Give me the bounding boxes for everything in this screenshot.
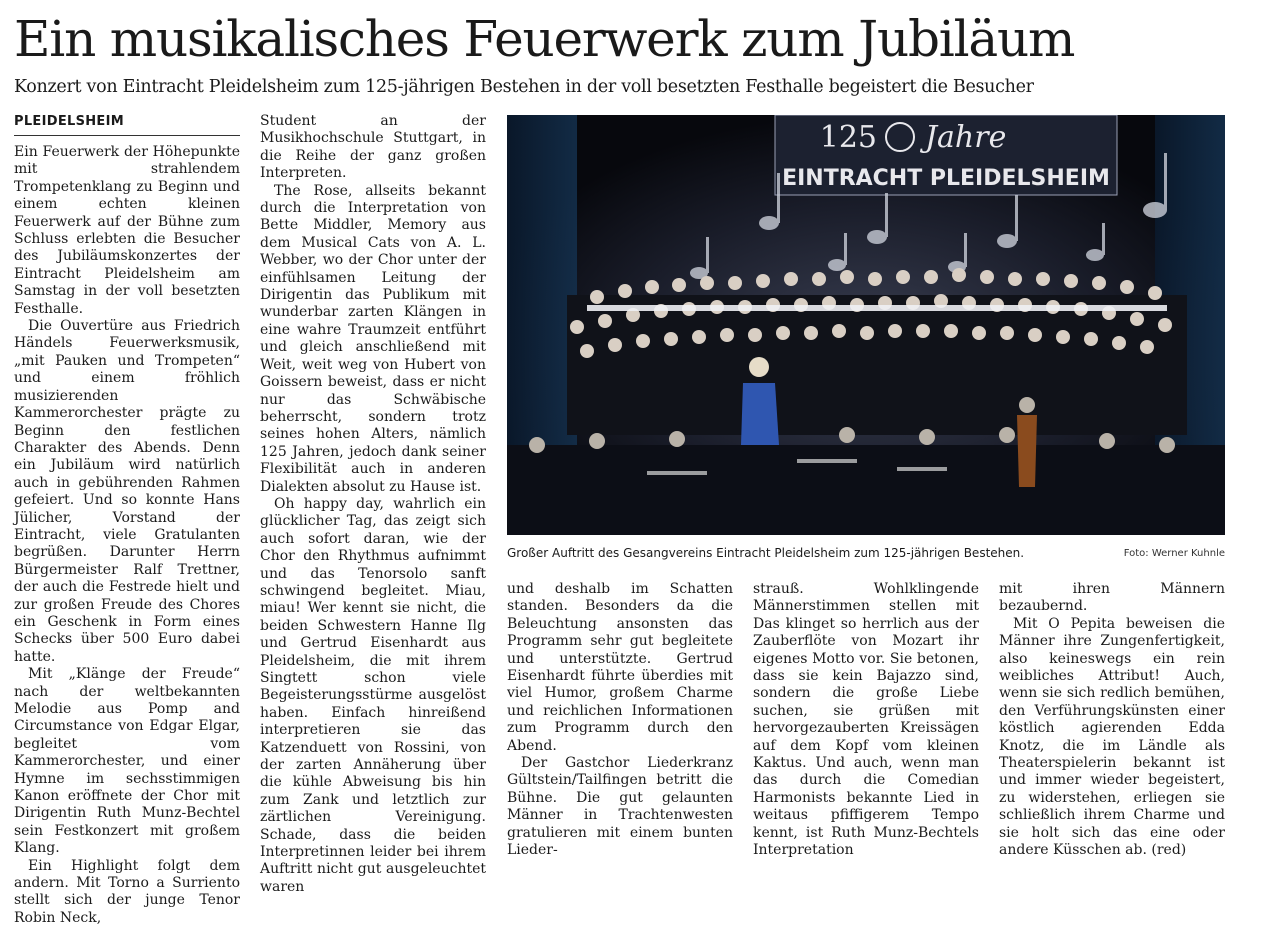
paragraph: Student an der Musikhochschule Stuttgart, in die Reihe der ganz großen Interpreten. xyxy=(260,113,486,182)
headline: Ein musikalisches Feuerwerk zum Jubiläum xyxy=(14,10,1075,68)
paragraph: Oh happy day, wahrlich ein glücklicher Tag, das zeigt sich auch sofort daran, wie der Chor den Rhythmus aufnimmt und das Tenorsolo sanft schwingend begleitet. Miau, miau! Wer kennt sie nicht, die beiden Schwestern Hanne Ilg und Gertrud Eisenhardt aus Pleidelsheim, die mit ihrem Singtett schon viele Begeisterungsstürme ausgelöst haben. Einfach hinreißend interpretieren sie das Katzenduett von Rossini, von der zarten Annäherung über die kühle Abweisung bis hin zum Zank und letztlich zur zärtlichen Vereinigung. Schade, dass die beiden Interpretinnen leider bei ihrem Auftritt nicht gut ausgeleuchtet waren xyxy=(260,495,486,895)
subheadline: Konzert von Eintracht Pleidelsheim zum 125-jährigen Bestehen in der voll besetzten Festhalle begeistert die Besucher xyxy=(14,77,1034,97)
paragraph: Mit O Pepita beweisen die Männer ihre Zungenfertigkeit, also keineswegs ein rein weibliches Attribut! Auch, wenn sie sich redlich bemühen, den Verführungskünsten einer köstlich agierenden Edda Knotz, die im Ländle als Theaterspielerin bekannt ist und immer wieder begeistert, zu widerstehen, erliegen sie schließlich ihrem Charme und sie holt sich das eine oder andere Küsschen ab. (red) xyxy=(999,615,1225,859)
article-column-1 xyxy=(14,112,240,927)
article-column-5 xyxy=(999,581,1225,860)
photo-credit: Foto: Werner Kuhnle xyxy=(1123,548,1225,559)
article-column-4 xyxy=(753,581,979,860)
paragraph: The Rose, allseits bekannt durch die Interpretation von Bette Middler, Memory aus dem Musical Cats von A. L. Webber, wo der Chor unter der einfühlsamen Leitung der Dirigentin das Publikum mit wunderbar zarten Klängen in eine wahre Traumzeit entführt und gleich anschließend mit Weit, weit weg von Hubert von Goissern beweist, dass er nicht nur das Schwäbische beherrscht, sondern trotz seines hohen Alters, nämlich 125 Jahren, jedoch dank seiner Flexibilität auch in anderen Dialekten absolut zu Hause ist. xyxy=(260,182,486,495)
concert-photo-illustration xyxy=(507,115,1225,535)
banner-text-jahre: Jahre xyxy=(925,120,1007,155)
banner-text-name: EINTRACHT PLEIDELSHEIM xyxy=(782,166,1110,191)
paragraph: mit ihren Männern bezaubernd. xyxy=(999,581,1225,615)
photo-caption: Großer Auftritt des Gesangvereins Eintracht Pleidelsheim zum 125-jährigen Bestehen. xyxy=(507,546,1025,560)
dateline: PLEIDELSHEIM xyxy=(14,112,240,136)
article-column-2 xyxy=(260,113,486,896)
paragraph: Die Ouvertüre aus Friedrich Händels Feuerwerksmusik, „mit Pauken und Trompeten“ und einem fröhlich musizierenden Kammerorchester prägte zu Beginn den festlichen Charakter des Abends. Denn ein Jubiläum wird natürlich auch in gebührenden Rahmen gefeiert. Und so konnte Hans Jülicher, Vorstand der Eintracht, viele Gratulanten begrüßen. Darunter Herrn Bürgermeister Ralf Trettner, der auch die Festrede hielt und zur großen Freude des Chores ein Geschenk in Form eines Schecks über 500 Euro dabei hatte. xyxy=(14,318,240,665)
paragraph: und deshalb im Schatten standen. Besonders da die Beleuchtung ansonsten das Programm sehr gut begleitete und unterstützte. Gertrud Eisenhardt führte überdies mit viel Humor, großem Charme und reichlichen Informationen zum Programm durch den Abend. xyxy=(507,581,733,754)
paragraph: strauß. Wohlklingende Männerstimmen stellen mit Das klinget so herrlich aus der Zauberflöte von Mozart ihr eigenes Motto vor. Sie betonen, dass sie kein Bajazzo sind, sondern die große Liebe suchen, sie grüßen mit hervorgezauberten Kreissägen auf dem Kopf vom kleinen Kaktus. Und auch, wenn man das durch die Comedian Harmonists bekannte Lied in weitaus pfiffigerem Tempo kennt, ist Ruth Munz-Bechtels Interpretation xyxy=(753,581,979,859)
concert-photo xyxy=(507,115,1225,535)
paragraph: Der Gastchor Liederkranz Gültstein/Tailfingen betritt die Bühne. Die gut gelaunten Männer in Trachtenwesten gratulieren mit einem bunten Lieder- xyxy=(507,755,733,859)
paragraph: Ein Highlight folgt dem andern. Mit Torno a Surriento stellt sich der junge Tenor Robin Neck, xyxy=(14,857,240,926)
paragraph: Ein Feuerwerk der Höhepunkte mit strahlendem Trompetenklang zu Beginn und einem echten kleinen Feuerwerk auf der Bühne zum Schluss erlebten die Besucher des Jubiläumskonzertes der Eintracht Pleidelsheim am Samstag in der voll besetzten Festhalle. xyxy=(14,144,240,317)
paragraph: Mit „Klänge der Freude“ nach der weltbekannten Melodie aus Pomp and Circumstance von Edgar Elgar, begleitet vom Kammerorchester, und einer Hymne im sechsstimmigen Kanon eröffnete der Chor mit Dirigentin Ruth Munz-Bechtel sein Festkonzert mit großem Klang. xyxy=(14,666,240,857)
banner-text-125: 125 xyxy=(819,120,877,155)
article-column-3 xyxy=(507,581,733,860)
